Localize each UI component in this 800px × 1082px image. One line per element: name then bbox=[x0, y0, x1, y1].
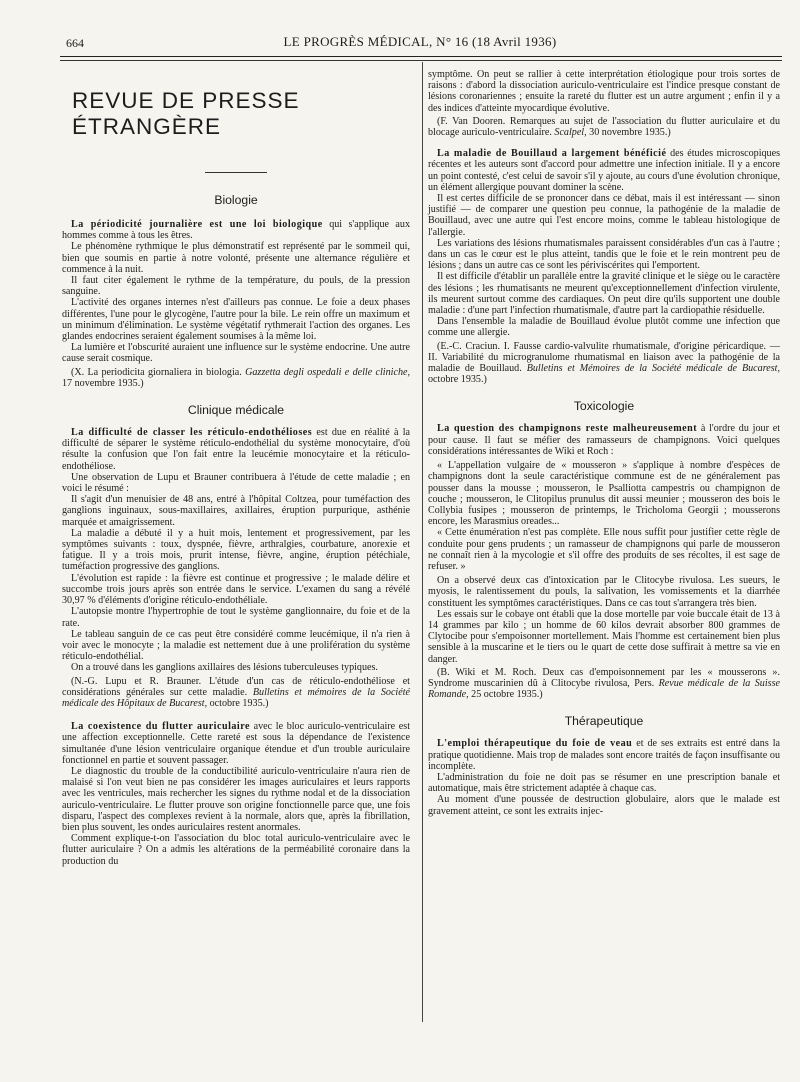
paragraph: On a observé deux cas d'intoxication par le Clitocybe rivulosa. Les sueurs, le myosis, le ralentissement du pouls, la salivation, les vomissements et la diarrhée constituent les symptômes caractéristiques. Dans ce cas tout s'arrangera très bien. bbox=[428, 575, 780, 609]
heading-therapeutique: Thérapeutique bbox=[564, 714, 644, 729]
paragraph: symptôme. On peut se rallier à cette interprétation étiologique pour trois sortes de raisons : d'abord la dissociation auriculo-ventriculaire est l'indice presque constant de lésions coronariennes ; ensuite la rareté du flutter est un autre argument ; enfin il y a des indices d'atteinte myocardique évolutive. bbox=[428, 69, 780, 114]
paragraph: L'autopsie montre l'hypertrophie de tout le système ganglionnaire, du foie et de la rate. bbox=[62, 606, 410, 629]
article-champignons-lead: La question des champignons reste malheureusement à l'ordre du jour et pour cause. Il faut se méfier des ramasseurs de champignons. Voici quelques considérations intéressantes de Wiki et Roch : bbox=[428, 423, 780, 457]
article-bouillaud-lead: La maladie de Bouillaud a largement bénéficié des études microscopiques récentes et les auteurs sont d'accord pour admettre une infection initiale. Il y a encore un point contesté, c'est celui de savoir s'il y ajoute, au cours d'une évolution chronique, un élément allergique pouvant dominer la scène. bbox=[428, 148, 780, 193]
paragraph: Le diagnostic du trouble de la conductibilité auriculo-ventriculaire n'aura rien de malaisé si l'on veut bien ne pas considérer les images auriculaires et leurs rapports avec les ventricules, mais rechercher les signes du rythme nodal et de la dissociation auriculo-ventriculaire. Le flutter prouve son origine fonctionnelle parce que, une fois disparu, l'aspect des complexes revient à la normale, alors que, après la fibrillation, bien plus souvent, les ondes auriculaires restent anormales. bbox=[62, 765, 410, 833]
heading-biologie: Biologie bbox=[214, 193, 258, 207]
article-title: La coexistence du flutter auriculaire bbox=[71, 721, 251, 733]
paragraph: Dans l'ensemble la maladie de Bouillaud évolue plutôt comme une infection que comme une allergie. bbox=[428, 316, 780, 339]
paragraph: Les variations des lésions rhumatismales paraissent considérables d'un cas à l'autre ; dans un cas le cœur est le plus atteint, tandis que le foie et le rein montrent peu de lésions ; dans un autre cas ce sont les périviscérites qui l'emportent. bbox=[428, 237, 780, 272]
left-column bbox=[62, 72, 410, 867]
article-title: La question des champignons reste malheureusement bbox=[437, 423, 698, 435]
paragraph: Il est difficile d'établir un parallèle entre la gravité clinique et le siège ou le caractère des lésions ; les rhumatisants ne meurent qu'exceptionnellement d'infection virulente, ils meurent surtout comme des cardiaques. On peut dire qu'ils supportent une double maladie : d'une part l'infection rhumatismale, d'autre part la cardiopathie résiduelle. bbox=[428, 271, 780, 317]
reference: (X. La periodicita giornaliera in biologia. Gazzetta degli ospedali e delle cliniche, 17 novembre 1935.) bbox=[62, 366, 410, 389]
paragraph: L'activité des organes internes n'est d'ailleurs pas connue. Le foie a deux phases différentes, l'une pour le glycogène, l'autre pour la bile. Le rein offre un maximum et un minimum d'élimination. Le système végétatif rythmerait l'action des organes. Les glandes endocrines seraient également soumises à la même loi. bbox=[62, 297, 410, 343]
article-foie-lead: L'emploi thérapeutique du foie de veau et de ses extraits est entré dans la pratique quotidienne. Mais trop de malades sont encore traités de façon insuffisante ou incomplète. bbox=[428, 738, 781, 772]
paragraph: Le phénomène rythmique le plus démonstratif est représenté par le sommeil qui, bien que soumis en partie à notre volonté, présente une alternance régulière et commence à la nuit. bbox=[62, 241, 410, 275]
reference: (E.-C. Craciun. I. Fausse cardio-valvulite rhumatismale, d'origine péricardique. — II. Variabilité du microgranulome rhumatismal en liaison avec la pathogénie de la maladie de Bouillaud. Bulletins et Mémoires de la Société médicale de Bucarest, octobre 1935.) bbox=[428, 340, 780, 386]
paragraph: L'évolution est rapide : la fièvre est continue et progressive ; le malade délire et succombe trois jours après son entrée dans le service. L'examen du sang a révélé 30,97 % d'éléments d'origine réticulo-endothéliale. bbox=[62, 572, 410, 607]
paragraph: Le tableau sanguin de ce cas peut être considéré comme leucémique, il n'a rien à voir avec le monocyte ; la maladie est nettement due à une prolifération du système réticulo-endothélial. bbox=[62, 628, 410, 663]
paragraph: Une observation de Lupu et Brauner contribuera à l'étude de cette maladie ; en voici le résumé : bbox=[62, 471, 410, 495]
paragraph: Il est certes difficile de se prononcer dans ce débat, mais il est intéressant — sinon justifié — de comparer une question peu connue, la pathogénie de la maladie de Bouillaud, avec une autre qui l'est encore moins, comme le tableau histologique de l'allergie. bbox=[428, 193, 780, 238]
reference: (F. Van Dooren. Remarques au sujet de l'association du flutter auriculaire et du blocage auriculo-ventriculaire. Scalpel, 30 novembre 1935.) bbox=[428, 115, 780, 139]
title-rule bbox=[205, 172, 267, 173]
running-title: LE PROGRÈS MÉDICAL, N° 16 (18 Avril 1936) bbox=[283, 34, 557, 49]
article-flutter-lead: La coexistence du flutter auriculaire avec le bloc auriculo-ventriculaire est une affection exceptionnelle. Cette rareté est sous la dépendance de l'existence simultanée d'une lésion ventriculaire organique étendue et d'un trouble auriculaire fonctionnel en partie et souvent passager. bbox=[62, 721, 410, 766]
section-title: REVUE DE PRESSE ÉTRANGÈRE bbox=[72, 88, 300, 139]
article-title: L'emploi thérapeutique du foie de veau bbox=[437, 738, 633, 750]
article-reticulo-lead: La difficulté de classer les réticulo-endothélioses est due en réalité à la difficulté de séparer le système réticulo-endothélial du système monocytaire, d'où résulte la confusion que l'on fait entre la leucémie monocytaire et la réticulo-endothéliose. bbox=[62, 427, 410, 472]
header-rule-thin bbox=[60, 60, 782, 61]
article-title: La maladie de Bouillaud a largement bénéficié bbox=[437, 148, 667, 160]
heading-clinique-medicale: Clinique médicale bbox=[187, 403, 285, 418]
quotation: « L'appellation vulgaire de « mousseron » s'applique à nombre d'espèces de champignons dont la seule caractéristique commune est de ne généralement pas pousser dans la mousse ; mousseron, le Psalliotta campestris ou champignon de couche ; mousseron, le Clitopilus prunulus dit aussi meunier ; mousseron des bois le Collybia fusipes ; mousseron de printemps, le Tricholoma Georgii ; mousserons encore, les Marasmius oreades... bbox=[428, 460, 780, 528]
article-title: La périodicité journalière est une loi biologique bbox=[71, 219, 323, 230]
page-number: 664 bbox=[66, 36, 84, 50]
right-column bbox=[428, 69, 780, 817]
running-header bbox=[60, 34, 780, 54]
header-rule bbox=[60, 56, 782, 57]
column-divider bbox=[422, 62, 423, 1022]
article-biologie-lead: La périodicité journalière est une loi biologique qui s'applique aux hommes comme à tous les êtres. bbox=[62, 219, 410, 242]
reference: (N.-G. Lupu et R. Brauner. L'étude d'un cas de réticulo-endothéliose et considérations générales sur cette maladie. Bulletins et mémoires de la Société médicale des Hôpitaux de Bucarest, octobre 1935.) bbox=[62, 675, 410, 709]
paragraph: La maladie a débuté il y a huit mois, lentement et progressivement, par les symptômes suivants : toux, dyspnée, fièvre, arthralgies, courbature, anorexie et fatigue. Il y a trois mois, prurit intense, fièvre, angine, éruption pétéchiale, tuméfaction progressive des ganglions. bbox=[62, 527, 410, 573]
paragraph: Il faut citer également le rythme de la température, du pouls, de la pression sanguine. bbox=[62, 275, 410, 298]
paragraph: Comment explique-t-on l'association du bloc total auriculo-ventriculaire avec le flutter auriculaire ? On a admis les altérations de la perméabilité coronaire dans la production du bbox=[62, 833, 410, 867]
paragraph: On a trouvé dans les ganglions axillaires des lésions tuberculeuses typiques. bbox=[71, 662, 378, 674]
article-title: La difficulté de classer les réticulo-endothélioses bbox=[71, 427, 313, 439]
paragraph: L'administration du foie ne doit pas se résumer en une prescription banale et automatique, mais être strictement adaptée à chaque cas. bbox=[428, 771, 780, 795]
paragraph: Les essais sur le cobaye ont établi que la dose mortelle par voie buccale était de 13 à 14 grammes par kilo ; un homme de 60 kilos devrait absorber 800 grammes de Clytocibe pour s'empoisonner mortellement. Mais l'homme est certainement bien plus sensible à la muscarine et le tiers ou le quart de cette dose suffirait à mettre sa vie en danger. bbox=[428, 608, 780, 665]
paragraph: La lumière et l'obscurité auraient une influence sur le système endocrine. Une autre cause serait cosmique. bbox=[62, 342, 410, 365]
paragraph: Il s'agit d'un menuisier de 48 ans, entré à l'hôpital Coltzea, pour tuméfaction des ganglions inguinaux, sous-maxillaires, axillaires, éruption purpurique, asthénie marquée et amaigrissement. bbox=[62, 494, 410, 528]
quotation: « Cette énumération n'est pas complète. Elle nous suffit pour justifier cette règle de conduite pour gens prudents ; un ramasseur de champignons qui parle de mousseron ne connaît rien à la mycologie et s'il offre des produits de ses récoltes, il est sage de refuser. » bbox=[428, 527, 780, 572]
reference: (B. Wiki et M. Roch. Deux cas d'empoisonnement par les « mousserons ». Syndrome muscarinien dû à Clitocybe rivulosa, Pers. Revue médicale de la Suisse Romande, 25 octobre 1935.) bbox=[428, 666, 780, 701]
heading-toxicologie: Toxicologie bbox=[573, 399, 635, 414]
paragraph: Au moment d'une poussée de destruction globulaire, alors que le malade est gravement atteint, ce sont les extraits injec- bbox=[428, 794, 780, 817]
